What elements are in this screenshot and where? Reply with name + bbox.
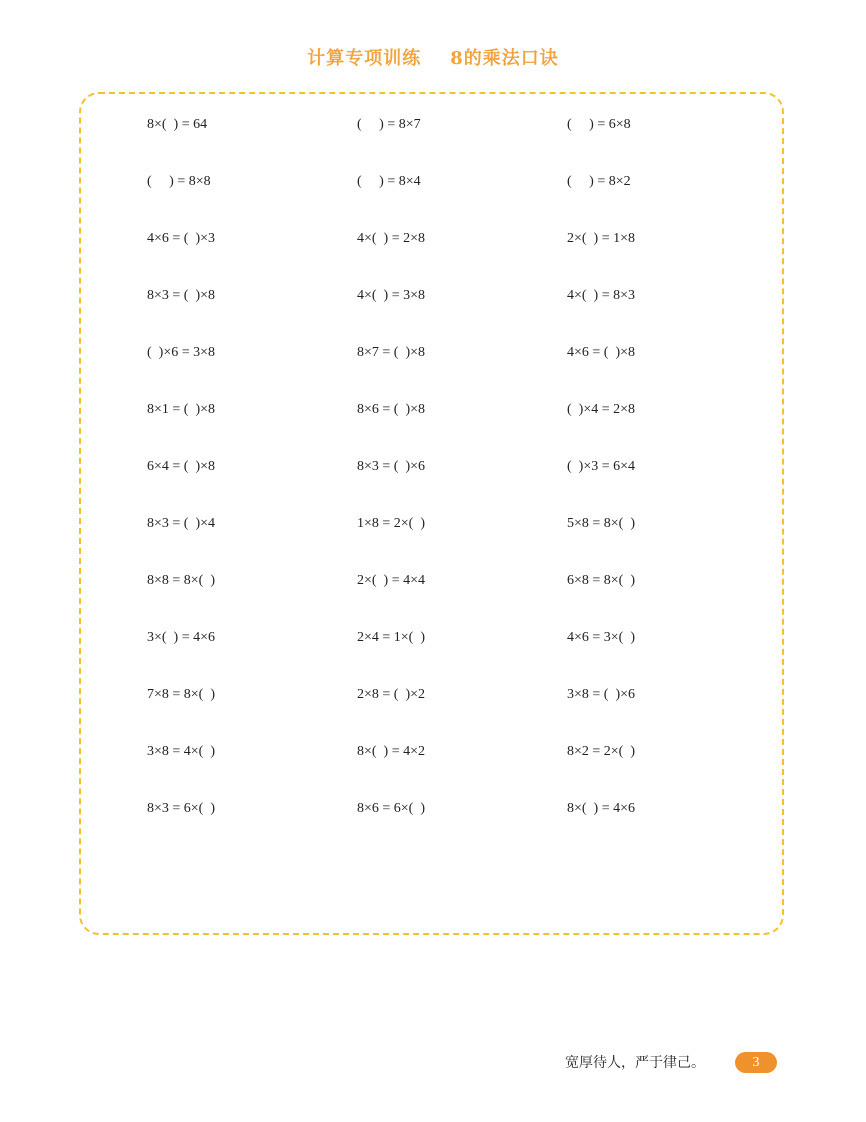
page-title: 计算专项训练 8的乘法口诀 [307,48,559,69]
exercise-problem: 8×2 = 2×( ) [567,744,636,759]
exercise-problem: 5×8 = 8×( ) [567,516,636,531]
exercise-row [81,683,782,707]
exercise-problem: ( )×3 = 6×4 [567,459,636,474]
exercise-problem: 8×( ) = 4×2 [357,744,426,759]
exercise-row [81,284,782,308]
exercise-problem: 2×( ) = 1×8 [567,231,636,246]
exercise-problem: 2×4 = 1×( ) [357,630,426,645]
exercise-row [81,227,782,251]
exercise-problem: 8×3 = ( )×4 [147,516,216,531]
exercise-problem: 8×3 = ( )×6 [357,459,426,474]
exercise-problem: 8×( ) = 64 [147,117,208,132]
exercise-problem: 3×( ) = 4×6 [147,630,216,645]
exercise-problem: 8×8 = 8×( ) [147,573,216,588]
exercise-box [79,92,784,935]
exercise-problem: 7×8 = 8×( ) [147,687,216,702]
exercise-problem: 6×8 = 8×( ) [567,573,636,588]
exercise-problem: ( ) = 8×4 [357,174,421,189]
exercise-problem: 4×6 = ( )×3 [147,231,216,246]
exercise-problem: ( ) = 8×8 [147,174,211,189]
exercise-problem: 8×6 = 6×( ) [357,801,426,816]
exercise-problem: 1×8 = 2×( ) [357,516,426,531]
exercise-problem: 4×( ) = 3×8 [357,288,426,303]
exercise-problem: ( ) = 8×2 [567,174,631,189]
exercise-problem: ( ) = 6×8 [567,117,631,132]
exercise-problem: 4×6 = 3×( ) [567,630,636,645]
exercise-row [81,341,782,365]
exercise-problem: 8×3 = ( )×8 [147,288,216,303]
exercise-problem: 8×( ) = 4×6 [567,801,636,816]
exercise-problem: ( )×6 = 3×8 [147,345,216,360]
exercise-problem: 8×3 = 6×( ) [147,801,216,816]
exercise-problem: 2×( ) = 4×4 [357,573,426,588]
exercise-problem: ( )×4 = 2×8 [567,402,636,417]
exercise-row [81,512,782,536]
exercise-problem: 2×8 = ( )×2 [357,687,426,702]
exercise-problem: 4×( ) = 2×8 [357,231,426,246]
exercise-row [81,626,782,650]
exercise-problem: 8×6 = ( )×8 [357,402,426,417]
exercise-row [81,455,782,479]
exercise-problem: 6×4 = ( )×8 [147,459,216,474]
exercise-row [81,170,782,194]
exercise-row [81,113,782,137]
exercise-problem: ( ) = 8×7 [357,117,421,132]
exercise-row [81,740,782,764]
exercise-problem: 3×8 = 4×( ) [147,744,216,759]
exercise-problem: 4×6 = ( )×8 [567,345,636,360]
exercise-problem: 8×1 = ( )×8 [147,402,216,417]
exercise-row [81,398,782,422]
exercise-problem: 8×7 = ( )×8 [357,345,426,360]
page-number-badge: 3 [735,1052,777,1073]
exercise-row [81,797,782,821]
exercise-row [81,569,782,593]
exercise-problem: 3×8 = ( )×6 [567,687,636,702]
footer-motto: 宽厚待人，严于律己。 [565,1055,705,1071]
exercise-problem: 4×( ) = 8×3 [567,288,636,303]
